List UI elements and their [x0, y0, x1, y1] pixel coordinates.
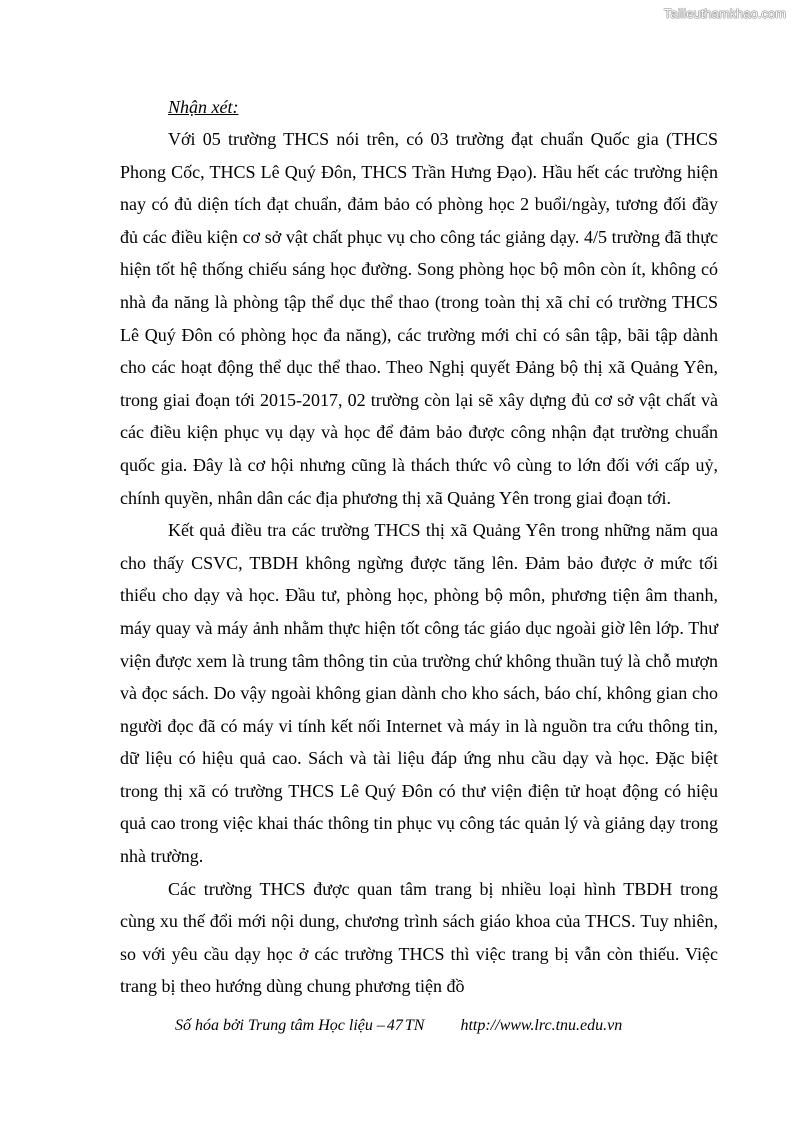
paragraph-2: Kết quả điều tra các trường THCS thị xã Quảng Yên trong những năm qua cho thấy CSVC, TBDH không ngừng được tăng lên. Đảm bảo được ở mức tối thiểu cho dạy và học. Đầu tư, phòng học, phòng bộ môn, phương tiện âm thanh, máy quay và máy ảnh nhằm thực hiện tốt công tác giáo dục ngoài giờ lên lớp. Thư viện được xem là trung tâm thông tin của trường chứ không thuần tuý là chỗ mượn và đọc sách. Do vậy ngoài không gian dành cho kho sách, báo chí, không gian cho người đọc đã có máy vi tính kết nối Internet và máy in là nguồn tra cứu thông tin, dữ liệu có hiệu quả cao. Sách và tài liệu đáp ứng nhu cầu dạy và học. Đặc biệt trong thị xã có trường THCS Lê Quý Đôn có thư viện điện tử hoạt động có hiệu quả cao trong việc khai thác thông tin phục vụ công tác quản lý và giảng dạy trong nhà trường.: [120, 520, 718, 867]
paragraph-3: Các trường THCS được quan tâm trang bị nhiều loại hình TBDH trong cùng xu thế đổi mới nội dung, chương trình sách giáo khoa của THCS. Tuy nhiên, so với yêu cầu dạy học ở các trường THCS thì việc trang bị vẫn còn thiếu. Việc trang bị theo hướng dùng chung phương tiện đồ: [120, 878, 718, 997]
footer-url[interactable]: http://www.lrc.tnu.edu.vn: [460, 1017, 623, 1034]
page-footer: [175, 1017, 675, 1035]
footer-credit: Số hóa bởi Trung tâm Học liệu –: [175, 1017, 385, 1034]
document-body: [120, 95, 718, 1003]
page-number: 47: [386, 1017, 403, 1034]
footer-credit-suffix: TN: [404, 1017, 425, 1034]
watermark: Tailieuthamkhao.com: [663, 6, 786, 21]
paragraph-1: Với 05 trường THCS nói trên, có 03 trường đạt chuẩn Quốc gia (THCS Phong Cốc, THCS Lê Quý Đôn, THCS Trần Hưng Đạo). Hầu hết các trường hiện nay có đủ diện tích đạt chuẩn, đảm bảo có phòng học 2 buổi/ngày, tương đối đầy đủ các điều kiện cơ sở vật chất phục vụ cho công tác giảng dạy. 4/5 trường đã thực hiện tốt hệ thống chiếu sáng học đường. Song phòng học bộ môn còn ít, không có nhà đa năng là phòng tập thể dục thể thao (trong toàn thị xã chỉ có trường THCS Lê Quý Đôn có phòng học đa năng), các trường mới chỉ có sân tập, bãi tập dành cho các hoạt động thể dục thể thao. Theo Nghị quyết Đảng bộ thị xã Quảng Yên, trong giai đoạn tới 2015-2017, 02 trường còn lại sẽ xây dựng đủ cơ sở vật chất và các điều kiện phục vụ dạy và học để đảm bảo được công nhận đạt trường chuẩn quốc gia. Đây là cơ hội nhưng cũng là thách thức vô cùng to lớn đối với cấp uỷ, chính quyền, nhân dân các địa phương thị xã Quảng Yên trong giai đoạn tới.: [120, 129, 718, 508]
section-heading: Nhận xét:: [168, 97, 239, 117]
